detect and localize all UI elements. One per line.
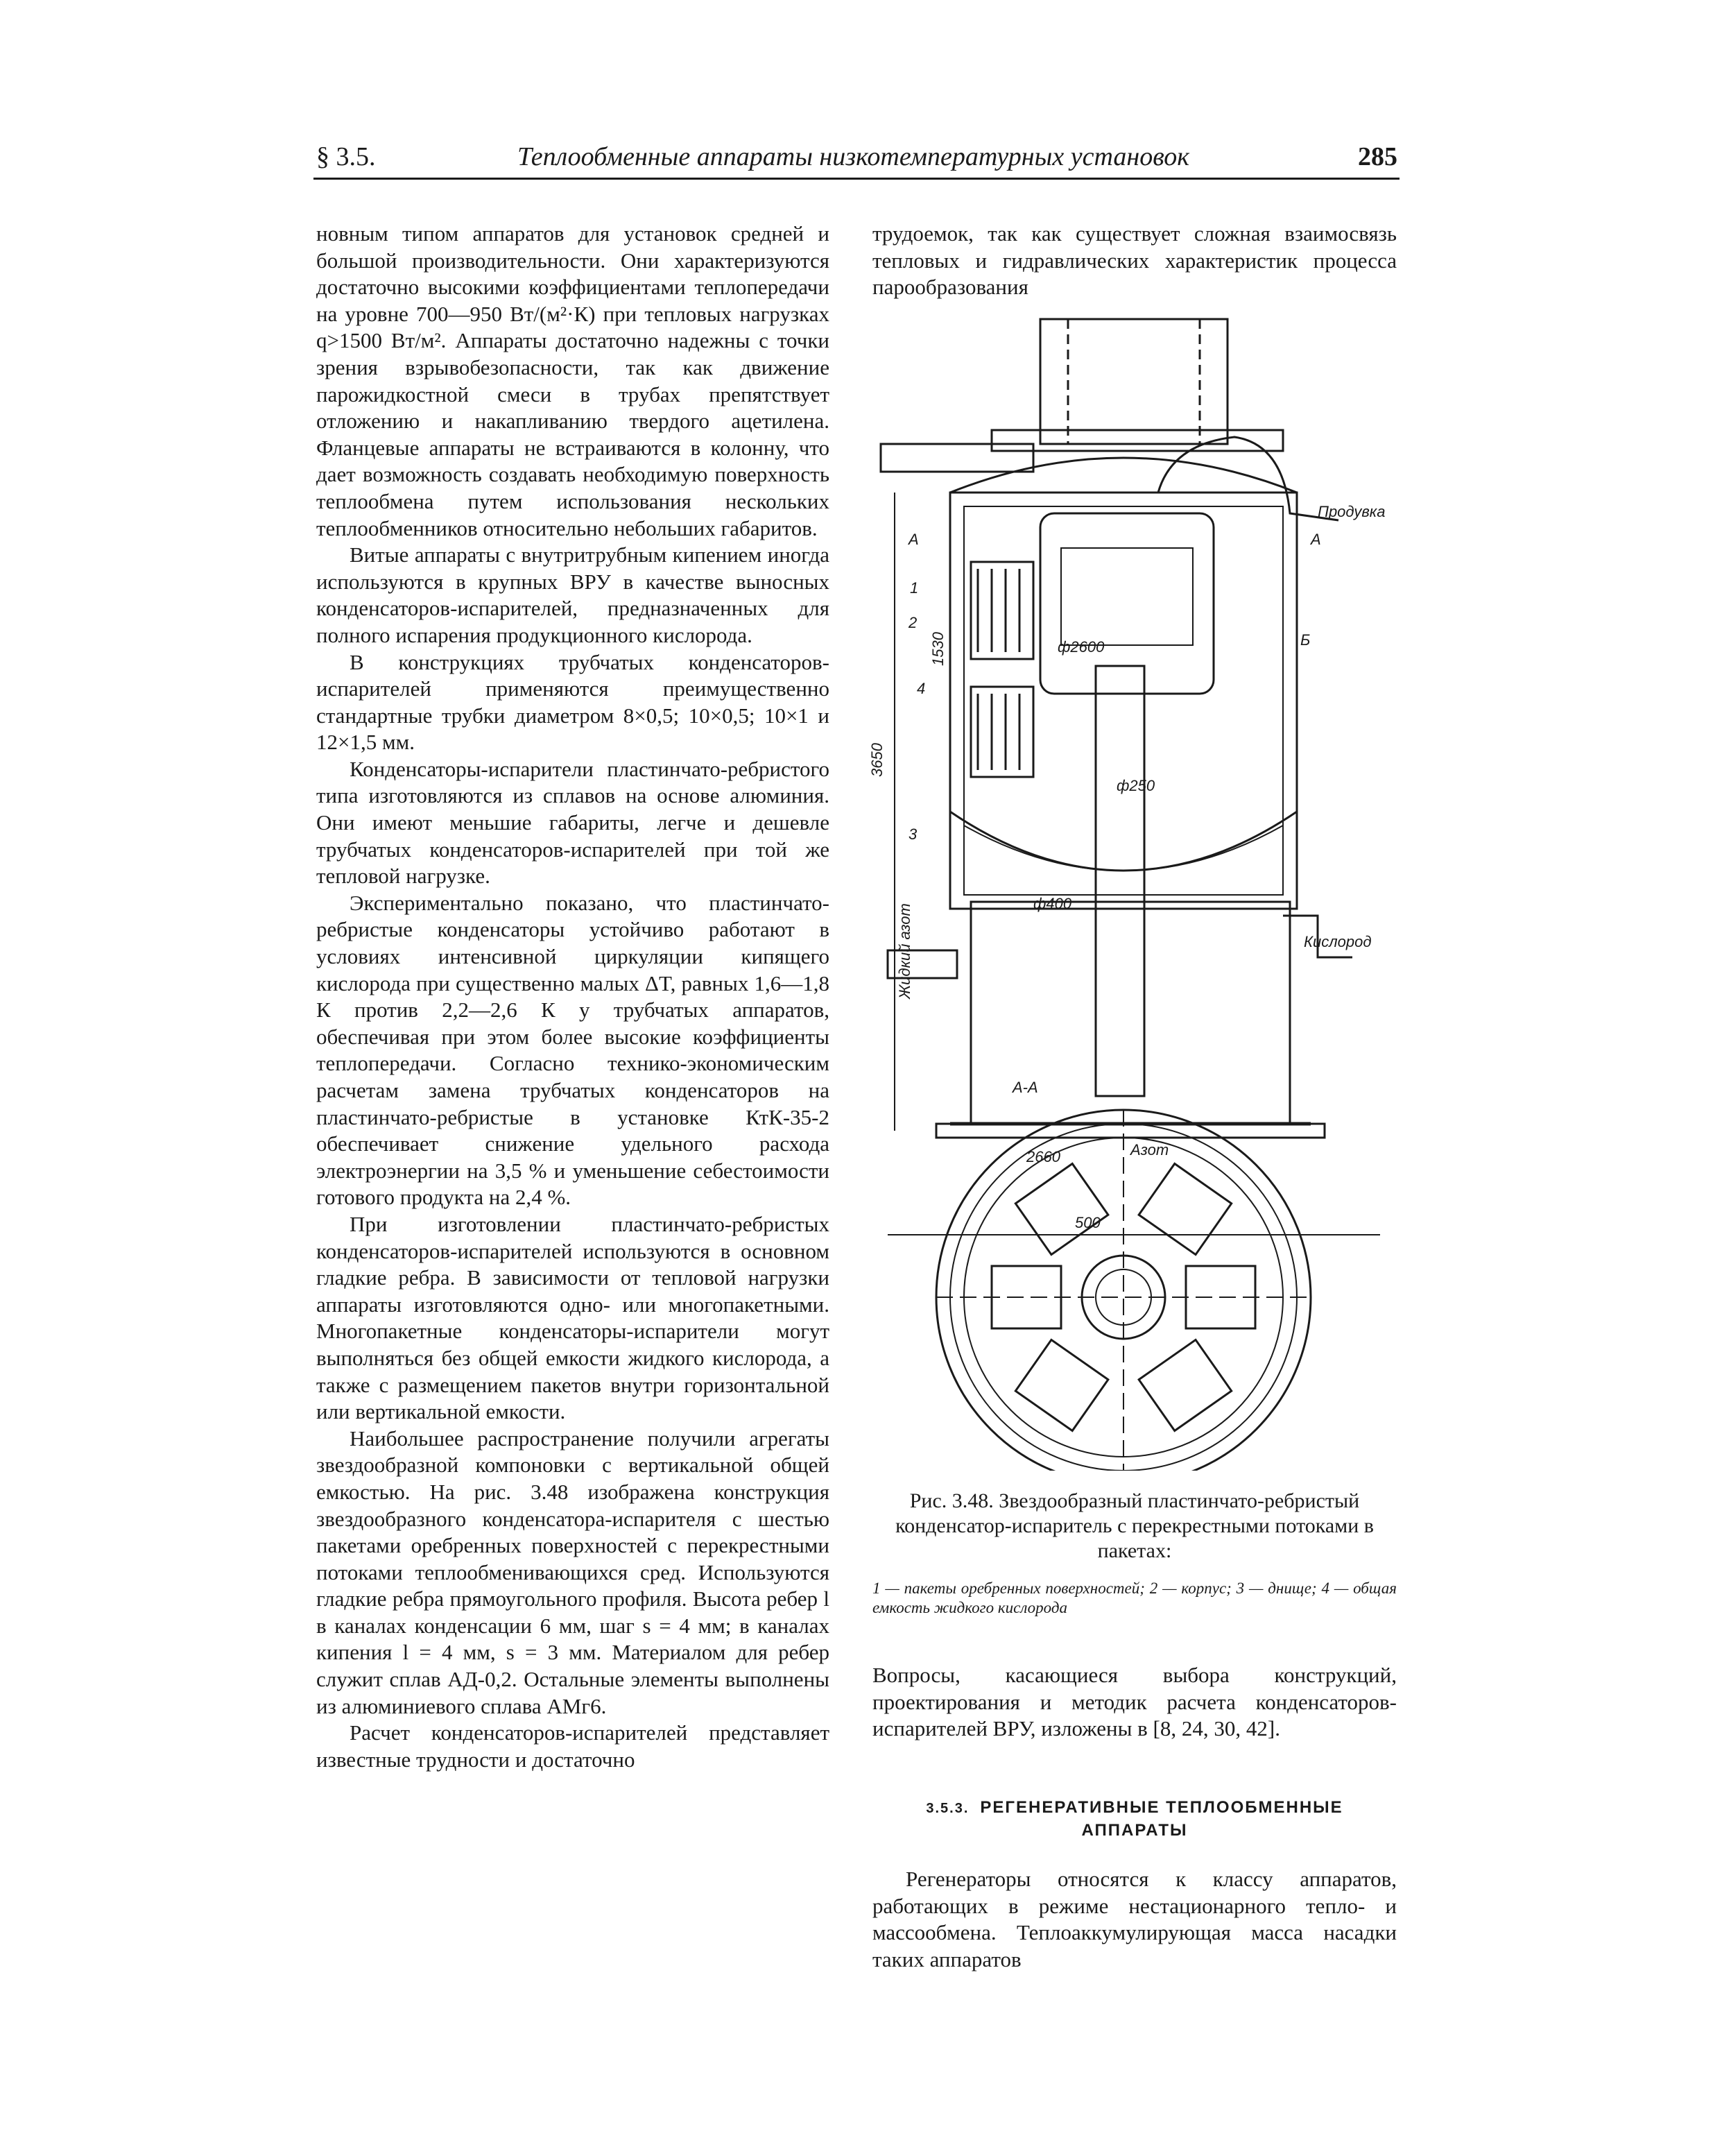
label-dim-1530: 1530: [929, 632, 947, 666]
label-d400: ф400: [1033, 895, 1072, 912]
label-callout-2: 2: [908, 614, 918, 631]
figure-caption: Рис. 3.48. Звездообразный пластинчато-ребристый конденсатор-испаритель с перекрестными потоками в пакетах:: [895, 1489, 1374, 1562]
packet: [1015, 1340, 1108, 1430]
label-b-marker: Б: [1300, 631, 1311, 649]
label-section-title: А-А: [1013, 1079, 1038, 1096]
label-nitrogen: Азот: [1130, 1141, 1169, 1158]
figure-legend: 1 — пакеты оребренных поверхностей; 2 — корпус; 3 — днище; 4 — общая емкость жидкого кислорода: [872, 1580, 1397, 1616]
paragraph: Регенераторы относятся к классу аппаратов, работающих в режиме нестационарного тепло- и массообмена. Теплоаккумулирующая масса насадки таких аппаратов: [872, 1867, 1397, 1971]
top-dome: [950, 458, 1297, 493]
label-liquid-nitrogen: Жидкий азот: [896, 903, 913, 999]
label-dim-2660: 2660: [1026, 1148, 1060, 1165]
header-rule: [313, 178, 1400, 180]
right-column-top: [872, 221, 1397, 301]
label-produvka: Продувка: [1318, 503, 1386, 520]
right-column-bottom: [872, 1866, 1397, 1973]
section-heading: [872, 1797, 1397, 1842]
running-title: Теплообменные аппараты низкотемпературных установок: [517, 142, 1189, 171]
label-callout-3: 3: [908, 825, 918, 843]
section-heading-line2: АППАРАТЫ: [1081, 1821, 1188, 1840]
label-dim-500: 500: [1075, 1214, 1101, 1231]
packet: [1139, 1163, 1232, 1254]
right-column-after-caption: [872, 1662, 1397, 1743]
paragraph: Конденсаторы-испарители пластинчато-ребристого типа изготовляются из сплавов на основе алюминия. Они имеют меньшие габариты, легче и дешевле трубчатых конденсаторов-испарителей при той же тепловой нагрузке.: [316, 756, 829, 889]
page-number: 285: [1358, 142, 1397, 171]
section-heading-number: 3.5.3.: [926, 1801, 970, 1816]
central-tube: [1096, 666, 1144, 1096]
packet: [992, 1266, 1061, 1328]
packet: [1015, 1163, 1108, 1254]
figure-condenser-evaporator: [867, 305, 1408, 1471]
paragraph: Наибольшее распространение получили агрегаты звездообразной компоновки с вертикальной общей емкостью. На рис. 3.48 изображена конструкция звездообразного конденсатора-испарителя с шестью пакетами оребренных поверхностей с перекрестными потоками теплообменивающихся сред. Используются гладкие ребра прямоугольного профиля. Высота ребер l в каналах конденсации 6 мм, шаг s = 4 мм; в каналах кипения l = 4 мм, s = 3 мм. Материалом для ребер служит сплав АД-0,2. Остальные элементы выполнены из алюминиевого сплава АМг6.: [316, 1426, 829, 1718]
paragraph: Витые аппараты с внутритрубным кипением иногда используются в крупных ВРУ в качестве выносных конденсаторов-испарителей, предназначенных для полного испарения продукционного кислорода.: [316, 542, 829, 647]
shell: [950, 493, 1297, 909]
label-oxygen: Кислород: [1304, 933, 1372, 950]
section-heading-line1: РЕГЕНЕРАТИВНЫЕ ТЕПЛООБМЕННЫЕ: [980, 1798, 1343, 1817]
label-callout-4: 4: [917, 680, 926, 697]
label-section-a-left: А: [908, 531, 919, 548]
label-dim-3650: 3650: [868, 743, 886, 777]
bottom-head: [950, 812, 1297, 871]
packet: [1139, 1340, 1232, 1430]
label-section-a-right: А: [1311, 531, 1321, 548]
paragraph: трудоемок, так как существует сложная взаимосвязь тепловых и гидравлических характеристик процесса парообразования: [872, 221, 1397, 300]
paragraph: В конструкциях трубчатых конденсаторов-испарителей применяются преимущественно стандартные трубки диаметром 8×0,5; 10×0,5; 10×1 и 12×1,5 мм.: [316, 649, 829, 755]
label-d2600: ф2600: [1058, 638, 1105, 656]
label-d250: ф250: [1117, 777, 1155, 794]
label-callout-1: 1: [910, 579, 919, 597]
paragraph: Вопросы, касающиеся выбора конструкций, проектирования и методик расчета конденсаторов-испарителей ВРУ, изложены в [8, 24, 30, 42].: [872, 1663, 1397, 1741]
left-column: [316, 221, 829, 1773]
paragraph: новным типом аппаратов для установок средней и большой производительности. Они характеризуются достаточно высокими коэффициентами теплопередачи на уровне 700—950 Вт/(м²·К) при тепловых нагрузках q>1500 Вт/м². Аппараты достаточно надежны с точки зрения взрывобезопасности, так как движение парожидкостной смеси в трубах препятствует отложению и накапливанию твердого ацетилена. Фланцевые аппараты не встраиваются в колонну, что дает возможность создавать необходимую поверхность теплообмена путем использования нескольких теплообменников относительно небольших габаритов.: [316, 221, 829, 540]
paragraph: При изготовлении пластинчато-ребристых конденсаторов-испарителей используются в основном гладкие ребра. В зависимости от тепловой нагрузки аппараты изготовляются одно- или многопакетными. Многопакетные конденсаторы-испарители могут выполняться без общей емкости жидкого кислорода, а также с размещением пакетов внутри горизонтальной или вертикальной емкости.: [316, 1211, 829, 1424]
paragraph: Расчет конденсаторов-испарителей представляет известные трудности и достаточно: [316, 1720, 829, 1772]
paragraph: Экспериментально показано, что пластинчато-ребристые конденсаторы устойчиво работают в условиях интенсивной циркуляции кипящего кислорода при существенно малых ΔT, равных 1,6—1,8 К против 2,2—2,6 К у трубчатых аппаратов, обеспечивая при этом более высокие коэффициенты теплопередачи. Согласно технико-экономическим расчетам замена трубчатых конденсаторов на пластинчато-ребристые в установке КтК-35-2 обеспечивает снижение удельного расхода электроэнергии на 3,5 % и уменьшение себестоимости готового продукта на 2,4 %.: [316, 890, 829, 1210]
section-number: § 3.5.: [316, 142, 376, 171]
